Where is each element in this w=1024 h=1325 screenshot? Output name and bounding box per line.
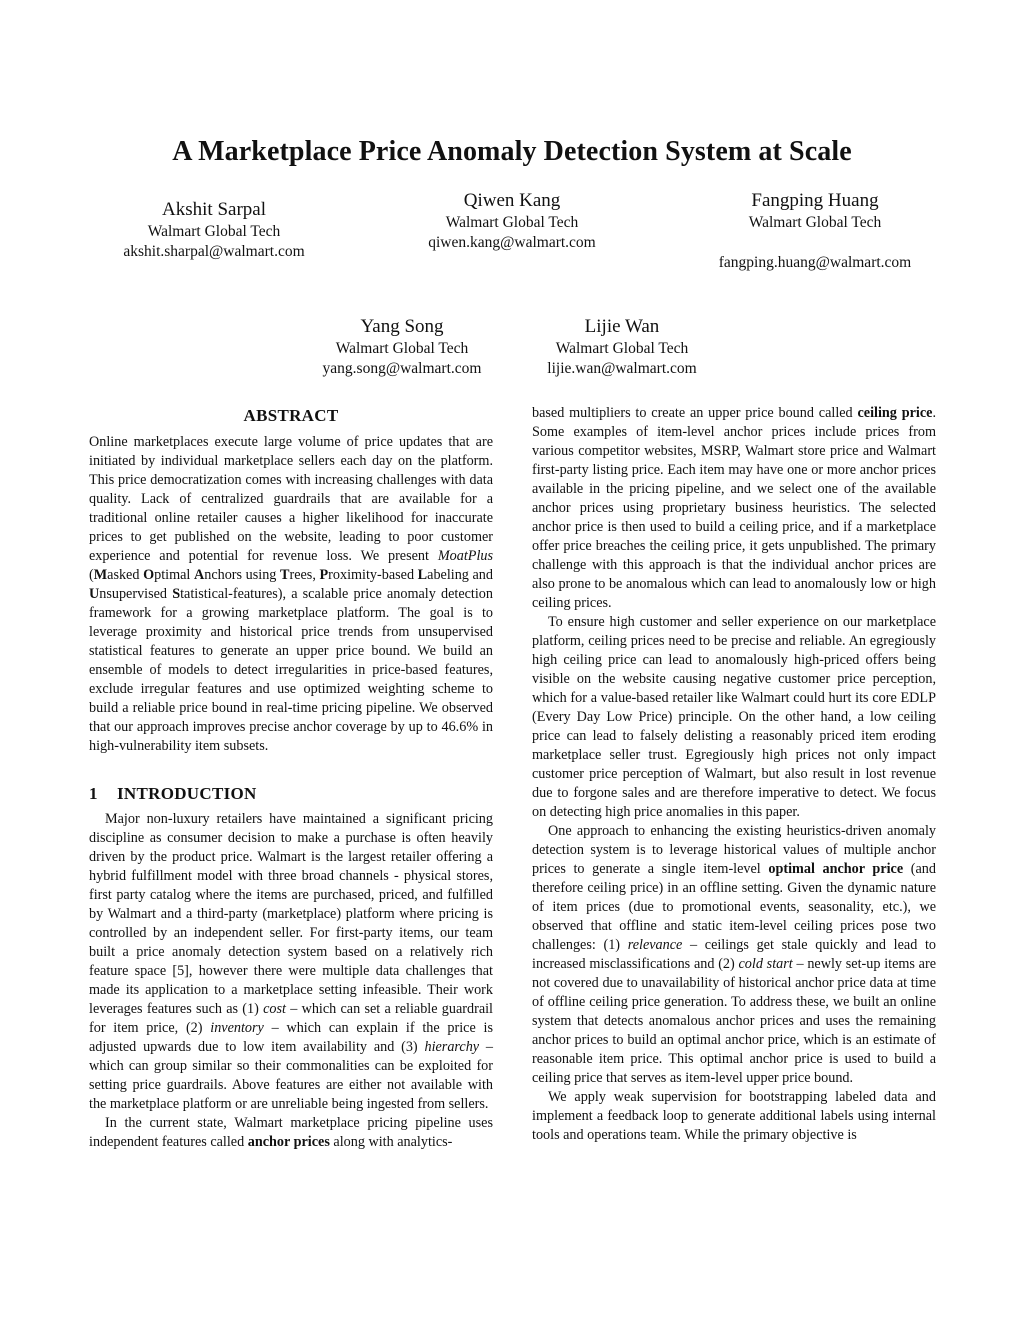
- emphasis: hierarchy: [424, 1039, 480, 1055]
- text-run: In the current state, Walmart marketplace pricing pipeline uses independent features called: [89, 1115, 493, 1150]
- system-name: MoatPlus: [437, 548, 493, 564]
- text-run: Major non-luxury retailers have maintained a significant pricing discipline as consumer decision to make a purchase is often heavily driven by the product price. Walmart is the largest retailer offering a hybrid fulfillment model with three broad channels - physical stores, first party catalog where the items are purchased, priced, and fulfilled by Walmart and a third-party (marketplace) platform where pricing is controlled by an independent seller. For first-party items, our team built a price anomaly detection system based on a relatively rich feature space [5], however there were multiple data challenges that made its application to a marketplace setting infeasible. Their work leverages features such as (1): [89, 811, 493, 1017]
- text-run: asked: [107, 567, 144, 583]
- acronym-letter: L: [417, 567, 428, 583]
- text-run: Online marketplaces execute large volume of price updates that are initiated by individual marketplace sellers each day on the platform. This price democratization comes with increasing challenges with data quality. Lack of centralized guardrails that are available for a traditional online retailer causes a higher likelihood for inaccurate prices to get published on the website, leading to poor customer experience and potential for revenue loss. We present: [89, 434, 493, 564]
- section-title: INTRODUCTION: [117, 784, 257, 803]
- body-paragraph: [532, 822, 936, 1088]
- text-run: (and therefore ceiling price) in an offline setting. Given the dynamic nature of item prices (due to promotional events, seasonality, etc.), we observed that offline and static item-level ceiling prices pose two challenges: (1): [532, 861, 936, 953]
- emphasis: cold start: [738, 956, 793, 972]
- acronym-letter: T: [280, 567, 290, 583]
- author-name: Qiwen Kang: [463, 190, 561, 211]
- author-affiliation: Walmart Global Tech: [147, 223, 281, 240]
- text-run: – which can group similar so their commonalities can be exploited for setting price guardrails. Above features are either not available with the marketplace platform or are unreliable being ingested from sellers.: [89, 1039, 494, 1112]
- text-run: . Some examples of item-level anchor prices include prices from various competitor websites, MSRP, Walmart store price and Walmart first-party listing price. Each item may have one or more anchor prices available in the pricing pipeline, and we select one of the available anchor prices using proprietary business heuristics. The selected anchor price is then used to build a ceiling price, and if a marketplace offer price breaches the ceiling price, it gets unpublished. The primary challenge with this approach is that the individual anchor prices are also prone to be anomalous which can lead to anomalously low or high ceiling prices.: [532, 405, 936, 611]
- section-heading: [89, 782, 493, 806]
- text-run: (: [89, 567, 94, 583]
- emphasis: inventory: [210, 1020, 264, 1036]
- author-name: Akshit Sarpal: [162, 199, 266, 220]
- emphasis: relevance: [627, 937, 683, 953]
- body-paragraph-continued: [532, 404, 936, 613]
- text-run: nchors using: [204, 567, 281, 583]
- author-email: akshit.sharpal@walmart.com: [123, 243, 305, 260]
- paper-title: A Marketplace Price Anomaly Detection System at Scale: [172, 136, 852, 167]
- abstract-heading: ABSTRACT: [243, 406, 339, 425]
- author-name: Lijie Wan: [584, 316, 660, 337]
- author-affiliation: Walmart Global Tech: [335, 340, 469, 357]
- author-block: [700, 189, 930, 273]
- text-run: ptimal: [154, 567, 194, 583]
- author-block: [292, 315, 512, 379]
- key-term: optimal anchor price: [768, 861, 904, 877]
- text-run: based multipliers to create an upper price bound called: [532, 405, 858, 421]
- acronym-letter: S: [172, 586, 181, 602]
- author-name: Fangping Huang: [751, 190, 879, 211]
- body-paragraph: To ensure high customer and seller experience on our marketplace platform, ceiling prices need to be precise and reliable. An egregiously high ceiling price can lead to anomalously high-priced offers being visible on the website causing negative customer price perception, which for a value-based retailer like Walmart could hurt its core EDLP (Every Day Low Price) principle. On the other hand, a low ceiling price can lead to falsely delisting a reasonably priced item eroding marketplace seller trust. Egregiously high prices not only impact customer price perception of Walmart, but also result in lost revenue due to forgone sales and are therefore imperative to detect. We focus on detecting high price anomalies in this paper.: [532, 614, 936, 820]
- author-affiliation: Walmart Global Tech: [555, 340, 689, 357]
- text-run: along with analytics-: [329, 1134, 453, 1150]
- abstract-paragraph: [89, 433, 493, 756]
- text-run: abeling and: [427, 567, 493, 583]
- emphasis: cost: [263, 1001, 286, 1017]
- text-run: roximity-based: [328, 567, 418, 583]
- author-email: lijie.wan@walmart.com: [547, 360, 697, 377]
- acronym-letter: A: [193, 567, 205, 583]
- text-run: One approach to enhancing the existing heuristics-driven anomaly detection system is to leverage historical values of multiple anchor prices to generate a single item-level: [532, 823, 936, 877]
- text-run: ), a scalable price anomaly detection framework for a growing marketplace platform. The goal is to leverage proximity and historical price trends from unsupervised statistical features to generate an upper price bound. We build an ensemble of models to detect irregularities in price-based features, exclude irregular features and use optimized weighting scheme to build a reliable price bound in real-time pricing pipeline. We observed that our approach improves precise anchor coverage by up to 46.6% in high-vulnerability item subsets.: [89, 586, 493, 754]
- acronym-letter: P: [319, 567, 329, 583]
- author-name: Yang Song: [360, 316, 444, 337]
- author-block: [104, 198, 324, 262]
- text-run: – newly set-up items are not covered due to unavailability of historical anchor price data at time of offline ceiling price generation. To address these, we built an online system that detects anomalous anchor prices and uses the remaining anchor prices to build an optimal anchor price, which is an estimate of reasonable item price. This optimal anchor price is used to build a ceiling price that serves as item-level upper price bound.: [532, 956, 937, 1086]
- section-number: 1: [89, 784, 98, 803]
- body-paragraph: We apply weak supervision for bootstrapping labeled data and implement a feedback loop to generate additional labels using internal tools and operations team. While the primary objective is: [532, 1089, 936, 1143]
- acronym-letter: U: [89, 586, 100, 602]
- right-column: [532, 404, 936, 1145]
- body-paragraph-split: [89, 1114, 493, 1152]
- author-email: yang.song@walmart.com: [322, 360, 482, 377]
- acronym-letter: M: [93, 567, 108, 583]
- text-run: tatistical-features: [180, 586, 278, 602]
- author-block: [402, 189, 622, 253]
- text-run: nsupervised: [99, 586, 173, 602]
- text-run: – ceilings get stale quickly and lead to increased misclassifications and (2): [532, 937, 936, 972]
- key-term: anchor prices: [247, 1134, 330, 1150]
- body-paragraph: [89, 810, 493, 1114]
- author-block: [512, 315, 732, 379]
- left-column: [89, 404, 493, 1152]
- author-email: qiwen.kang@walmart.com: [428, 234, 596, 251]
- text-run: – which can set a reliable guardrail for item price, (2): [89, 1001, 493, 1036]
- author-affiliation: Walmart Global Tech: [445, 214, 579, 231]
- text-run: rees,: [289, 567, 320, 583]
- key-term: ceiling price: [857, 405, 933, 421]
- author-affiliation: Walmart Global Tech: [748, 214, 882, 231]
- text-run: – which can explain if the price is adjusted upwards due to low item availability and (3): [89, 1020, 493, 1055]
- acronym-letter: O: [143, 567, 155, 583]
- author-email: fangping.huang@walmart.com: [718, 254, 912, 271]
